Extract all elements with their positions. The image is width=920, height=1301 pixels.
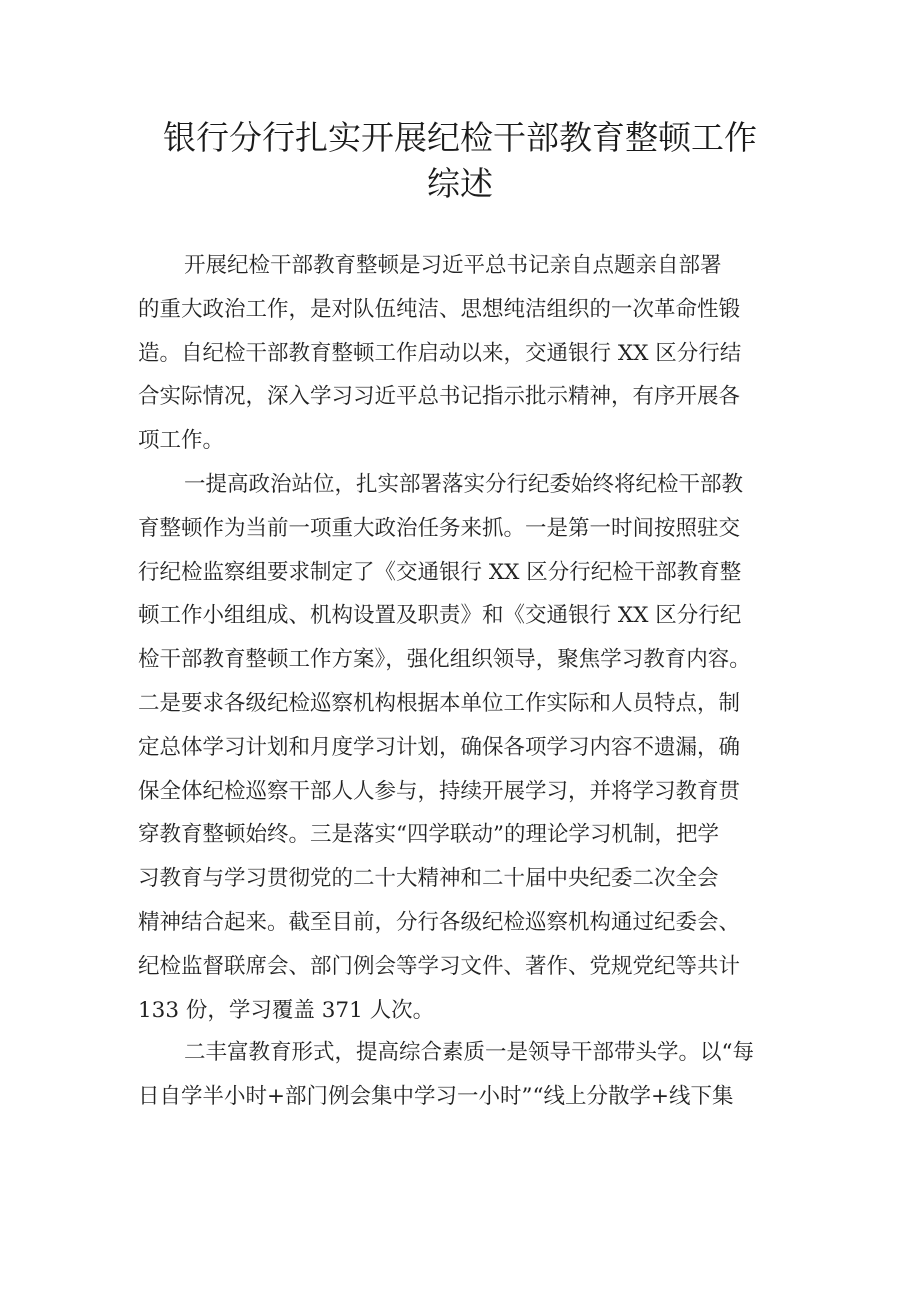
document-title-line-1: 银行分行扎实开展纪检干部教育整顿工作 (163, 118, 757, 157)
paragraph-line: 顿工作小组组成、机构设置及职责》和《交通银行 XX 区分行纪 (138, 603, 742, 629)
paragraph-line: 造。自纪检干部教育整顿工作启动以来，交通银行 XX 区分行结 (138, 340, 742, 366)
paragraph-3 (138, 1031, 798, 1119)
paragraph-line: 行纪检监察组要求制定了《交通银行 XX 区分行纪检干部教育整 (138, 559, 742, 585)
paragraph-line: 纪检监督联席会、部门例会等学习文件、著作、党规党纪等共计 (138, 953, 741, 979)
paragraph-line: 合实际情况，深入学习习近平总书记指示批示精神，有序开展各 (138, 384, 741, 410)
paragraph-line: 一提高政治站位，扎实部署落实分行纪委始终将纪检干部教 (184, 472, 744, 497)
paragraph-line: 育整顿作为当前一项重大政治任务来抓。一是第一时间按照驻交 (138, 515, 741, 541)
paragraph-1 (138, 244, 798, 463)
paragraph-line: 精神结合起来。截至目前，分行各级纪检巡察机构通过纪委会、 (138, 909, 741, 935)
paragraph-line: 项工作。 (138, 428, 225, 454)
paragraph-line: 133 份，学习覆盖 371 人次。 (138, 997, 435, 1023)
paragraph-line: 二丰富教育形式，提高综合素质一是领导干部带头学。以“每 (184, 1040, 754, 1065)
paragraph-line: 定总体学习计划和月度学习计划，确保各项学习内容不遗漏，确 (138, 734, 741, 760)
paragraph-2 (138, 463, 798, 1032)
paragraph-line: 穿教育整顿始终。三是落实“四学联动”的理论学习机制，把学 (138, 822, 719, 848)
paragraph-line: 习教育与学习贯彻党的二十大精神和二十届中央纪委二次全会 (138, 866, 719, 892)
paragraph-line: 开展纪检干部教育整顿是习近平总书记亲自点题亲自部署 (184, 253, 722, 278)
paragraph-line: 检干部教育整顿工作方案》，强化组织领导，聚焦学习教育内容。 (138, 647, 751, 673)
paragraph-line: 的重大政治工作，是对队伍纯洁、思想纯洁组织的一次革命性锻 (138, 296, 741, 322)
paragraph-line: 日自学半小时+部门例会集中学习一小时”“线上分散学+线下集 (138, 1083, 734, 1109)
document-title-line-2: 综述 (427, 164, 493, 203)
paragraph-line: 二是要求各级纪检巡察机构根据本单位工作实际和人员特点，制 (138, 690, 741, 716)
paragraph-line: 保全体纪检巡察干部人人参与，持续开展学习，并将学习教育贯 (138, 778, 741, 804)
